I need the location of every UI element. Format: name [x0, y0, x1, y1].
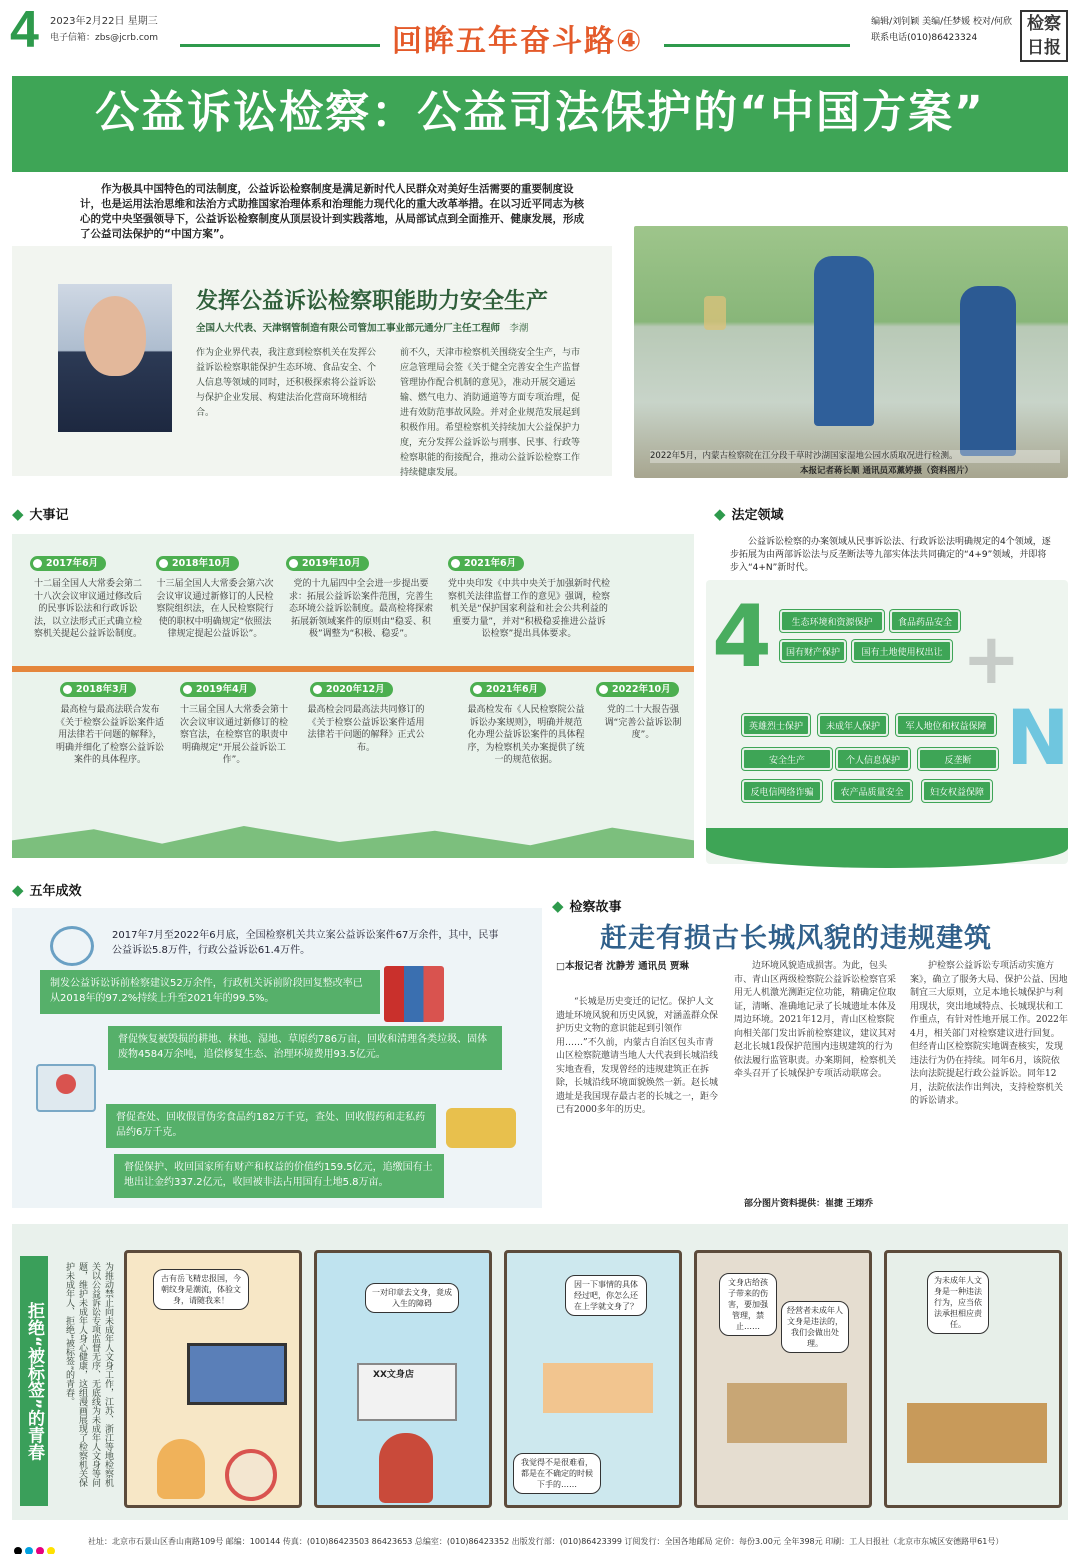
story-byline: □本报记者 沈静芳 通讯员 贾琳 [556, 961, 689, 972]
editor-info [871, 14, 1012, 46]
comic-panel-2 [314, 1250, 492, 1508]
speech-bubble: 文身店给孩子带来的伤害，要加强管理，禁止…… [719, 1273, 777, 1336]
comic-panel-4 [694, 1250, 872, 1508]
banner-title: 公益诉讼检察：公益司法保护的“中国方案” [95, 87, 985, 138]
speech-bubble: 经营者未成年人文身是违法的，我们会做出处理。 [781, 1301, 849, 1353]
byline-author: 李潮 [509, 323, 529, 334]
result-band: 督促保护、收回国家所有财产和权益的价值约159.5亿元，追缴国有土地出让金约337.2亿元，收回被非法占用国有土地5.8万亩。 [114, 1154, 444, 1198]
email-line: 电子信箱：zbs@jcrb.com [50, 33, 159, 43]
comic-panel-5 [884, 1250, 1062, 1508]
field-pill: 国有土地使用权出让 [852, 640, 952, 662]
milestone-text: 十三届全国人大常委会第六次会议审议通过新修订的人民检察院组织法，在人民检察院行使的职权中明确规定“依照法律规定提起公益诉讼”。 [156, 579, 274, 639]
field-pill: 反电信网络诈骗 [742, 780, 822, 802]
footer-info: 社址：北京市石景山区香山南路109号 邮编：100144 传真：(010)86423503 86423653 总编室：(010)86423352 出版发行部：(010)86423399 订阅发行：全国各地邮局 定价：每份3.00元 全年398元 印刷：工人日报社（北京市东城区安德路甲61号） [88, 1537, 1004, 1546]
intro-paragraph: 作为极具中国特色的司法制度，公益诉讼检察制度是满足新时代人民群众对美好生活需要的重要制度设计，也是运用法治思维和法治方式助推国家治理体系和治理能力现代化的重大改革举措。在以习近平同志为核心的党中央坚强领导下，公益诉讼检察制度从顶层设计到实践落地，从局部试点到全面推开、健康发展，形成了公益司法保护的“中国方案”。 [80, 183, 584, 240]
header-rule-right [664, 44, 850, 47]
speech-bubble: 因一下事情的具体经过吧，你怎么还在上学就文身了？ [565, 1275, 647, 1316]
milestone-date: 2019年4月 [180, 682, 256, 697]
section-label-story: ◆ 检察故事 [552, 896, 622, 915]
story-column-3: 护检察公益诉讼专项活动实施方案》，确立了服务大局、保护公益、因地制宜三大原则，立足本地长城保护与利用现状，突出地域特点、长城现状和工作重点，有针对性地开展工作。2022年4月，相关部门对检察建议进行回复。但经青山区检察院实地调查核实，发现违法行为仍在持续。同年6月，该院依法向法院提起行政公益诉讼。同年12月，法院依法作出判决，支持检察机关的诉讼请求。 [910, 961, 1068, 1106]
section-label-results: ◆ 五年成效 [12, 880, 82, 899]
speech-bubble: 一对印章去文身，竟成入生的障碍 [365, 1283, 459, 1313]
courtroom-bench [907, 1403, 1047, 1463]
milestone-text: 最高检发布《人民检察院公益诉讼办案规则》，明确并规范化办理公益诉讼案件的具体程序，为检察机关办案提供了统一的规范依据。 [467, 705, 585, 765]
story-column-2: 边环境风貌造成损害。为此，包头市、青山区两级检察院公益诉讼检察官采用无人机激光测距定位功能，精确定位取证，清晰、准确地记录了长城遗址本体及周边环境。2021年12月，青山区检察院向相关部门发出诉前检察建议，建议其对赵北长城1段保护范围内违规建筑的行为依法履行监管职责。办案期间，检察机关牵头召开了长城保护专项活动联席会。 [734, 961, 897, 1079]
prohibit-icon [225, 1449, 277, 1501]
milestone-date: 2018年3月 [60, 682, 136, 697]
milestone-date: 2019年10月 [286, 556, 369, 571]
photo-caption: 2022年5月，内蒙古检察院在江分段千草时沙湖国家湿地公园水质取况进行检测。 [650, 450, 1060, 463]
big-four-glyph: 4 [712, 587, 772, 687]
field-pill: 反垄断 [918, 748, 998, 770]
field-pill: 国有财产保护 [780, 640, 846, 662]
field-pill: 生态环境和资源保护 [780, 610, 884, 632]
field-pill: 农产品质量安全 [832, 780, 912, 802]
story-column-1: “长城是历史变迁的记忆。保护人文遗址环境风貌和历史风貌，对涵盖群众保护历史文物的意识能起到引领作用……”不久前，内蒙古自治区包头市青山区检察院邀请当地人大代表到长城沿线实地查看，发现曾经的违规建筑正在拆除，长城沿线环境面貌焕然一新。赵长城遗址是我国现存最古老的长城之一，距今已有2000多年的历史。 [556, 997, 719, 1115]
tv-screen [187, 1343, 287, 1405]
field-pill: 妇女权益保障 [922, 780, 992, 802]
books-icon [384, 966, 444, 1022]
newspaper-logo: 检察日报 [1020, 10, 1068, 62]
milestone-text: 党的十九届四中全会进一步提出要求：拓展公益诉讼案件范围，完善生态环境公益诉讼制度。最高检将探索拓展新领域案件的原则由“稳妥、积极”调整为“积极、稳妥”。 [288, 579, 433, 639]
milestone-date: 2018年10月 [156, 556, 239, 571]
red-cross-icon [56, 1074, 76, 1094]
comic-panel-1 [124, 1250, 302, 1508]
coins-icon [446, 1108, 516, 1148]
milestone-text: 最高检与最高法联合发布《关于检察公益诉讼案件适用法律若干问题的解释》，明确并细化了检察公益诉讼案件的具体程序。 [55, 705, 164, 765]
story-title: 赶走有损古长城风貌的违规建筑 [600, 923, 992, 954]
milestone-text: 最高检会同最高法共同修订的《关于检察公益诉讼案件适用法律若干问题的解释》正式公布。 [307, 705, 425, 753]
series-title: 回眸五年奋斗路④ [392, 24, 644, 59]
phone-line: 联系电话(010)86423324 [871, 33, 978, 43]
milestone-date: 2020年12月 [310, 682, 393, 697]
result-band: 督促查处、回收假冒伪劣食品约182万千克，查处、回收假药和走私药品约6万千克。 [106, 1104, 436, 1148]
shop-sign: XX文身店 [373, 1370, 414, 1380]
field-pill: 军人地位和权益保障 [896, 714, 996, 736]
big-n-glyph: N [1006, 693, 1070, 782]
speech-column-2: 前不久，天津市检察机关围绕安全生产，与市应急管理局会签《关于健全完善安全生产监督管理协作配合机制的意见》，准动开展交通运输、燃气电力、消防通道等方面专项治理，促进有效防范事故风险。并对企业规范发展起到积极作用。希望检察机关持续加大公益保护力度，充分发挥公益诉讼与刑事、民事、行政等检察职能的衔接配合，推动公益诉讼检察工作持续健康发展。 [400, 348, 581, 478]
speech-column-1: 作为企业界代表，我注意到检察机关在发挥公益诉讼检察职能保护生态环境、食品安全、个人信息等领域的同时，还积极探索将公益诉讼与保护企业发展、构建法治化营商环境相结合。 [196, 348, 377, 418]
result-band: 督促恢复被毁损的耕地、林地、湿地、草原约786万亩，回收和清理各类垃圾、固体废物4584万余吨，追偿修复生态、治理环境费用93.5亿元。 [108, 1026, 502, 1070]
news-photo [634, 226, 1068, 478]
big-plus-glyph: + [962, 618, 1021, 700]
header-rule-left [180, 44, 380, 47]
speech-bubble: 为未成年人文身是一种违法行为，应当依法承担相应责任。 [927, 1271, 989, 1334]
comic-description: 为推动禁止向未成年人文身工作，江苏、浙江等地检察机关以公益诉讼专项监督无序、无底线为未成年人文身等问题，维护未成年人身心健康，这组漫画展现了检察机关保护未成年人、拒绝“被标签”的青春。 [64, 1262, 113, 1487]
child-figure [379, 1433, 433, 1503]
milestone-text: 党的二十大报告强调“完善公益诉讼制度”。 [604, 705, 682, 740]
editors-line: 编辑/刘钊颖 美编/任梦媛 校对/何欣 [871, 17, 1012, 27]
speech-byline [196, 320, 528, 334]
comic-side-title: 拒绝“被标签”的青春 [20, 1256, 48, 1506]
field-pill: 英雄烈士保护 [742, 714, 810, 736]
milestone-text: 十二届全国人大常委会第二十八次会议审议通过修改后的民事诉讼法和行政诉讼法，以立法形式正式确立检察机关提起公益诉讼制度。 [33, 579, 142, 639]
speech-title: 发挥公益诉讼检察职能助力安全生产 [196, 289, 549, 314]
milestone-date: 2021年6月 [448, 556, 524, 571]
fields-intro: 公益诉讼检察的办案领域从民事诉讼法、行政诉讼法明确规定的4个领域，逐步拓展为由两部诉讼法与反垄断法等九部实体法共同确定的“4+9”领域，并即将步入“4+N”新时代。 [730, 537, 1051, 573]
issue-date: 2023年2月22日 星期三 [50, 16, 158, 27]
field-pill: 个人信息保护 [836, 748, 910, 770]
milestone-text: 十三届全国人大常委会第十次会议审议通过新修订的检察官法，在检察官的职责中明确规定“开展公益诉讼工作”。 [179, 705, 288, 765]
magnifier-icon [50, 926, 94, 966]
field-pill: 食品药品安全 [890, 610, 960, 632]
story-credit: 部分图片资料提供：崔捷 王翊乔 [744, 1199, 874, 1209]
results-lead: 2017年7月至2022年6月底，全国检察机关共立案公益诉讼案件67万余件，其中，民事公益诉讼5.8万件，行政公益诉讼61.4万件。 [112, 930, 499, 956]
byline-role: 全国人大代表、天津钢管制造有限公司管加工事业部元通分厂主任工程师 [196, 323, 501, 334]
page-number: 4 [10, 1, 39, 59]
field-pill: 未成年人保护 [818, 714, 888, 736]
milestone-date: 2022年10月 [596, 682, 679, 697]
figure-right [960, 286, 1016, 456]
fields-base [706, 828, 1068, 868]
field-pill: 安全生产 [742, 748, 832, 770]
author-face [84, 296, 146, 376]
child-figure [157, 1439, 205, 1499]
counter [727, 1383, 847, 1443]
desk [543, 1363, 653, 1413]
photo-credit: 本报记者蒋长顺 通讯员邓薰婷摄（资料图片） [800, 466, 973, 476]
figure-left [814, 256, 874, 426]
section-label-fields: ◆ 法定领域 [714, 504, 784, 523]
comic-panel-3 [504, 1250, 682, 1508]
sample-bottle [704, 296, 726, 330]
milestone-date: 2017年6月 [30, 556, 106, 571]
milestone-date: 2021年6月 [470, 682, 546, 697]
section-label-milestones: ◆ 大事记 [12, 504, 69, 523]
milestone-text: 党中央印发《中共中央关于加强新时代检察机关法律监督工作的意见》强调，检察机关是“保护国家利益和社会公共利益的重要力量”，并对“积极稳妥推进公益诉讼检察”提出具体要求。 [448, 579, 611, 639]
result-band: 制发公益诉讼诉前检察建议52万余件，行政机关诉前阶段回复整改率已从2018年的97.2%持续上升至2021年的99.5%。 [40, 970, 380, 1014]
timeline-track [12, 666, 694, 672]
speech-bubble: 我觉得不是很难看，都是在不确定的时候下手的…… [513, 1453, 601, 1494]
speech-bubble: 古有岳飞精忠报国，今朝纹身是潮流，体验文身，请随我来！ [153, 1269, 249, 1310]
color-registration-dots [14, 1540, 84, 1550]
